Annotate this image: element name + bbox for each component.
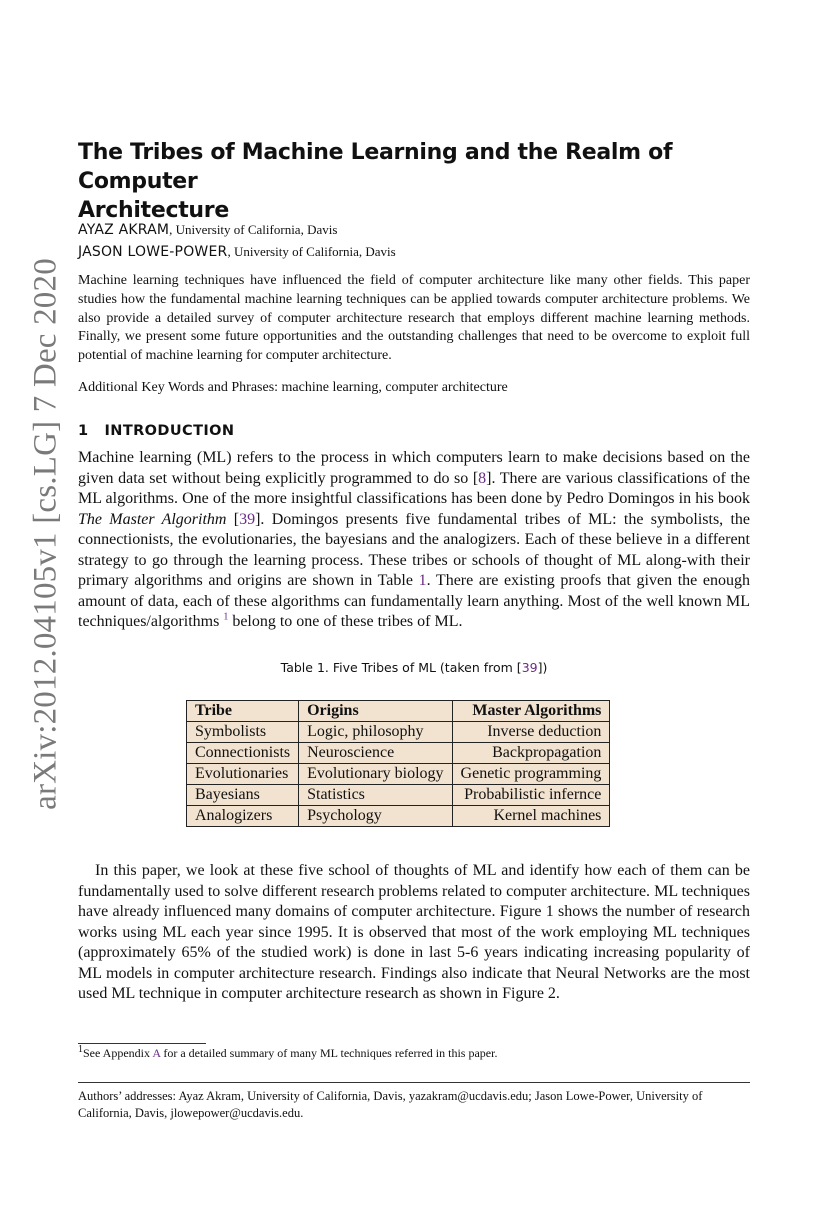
intro-text-2: ]. There are various classifications of the ML algorithms. One of the more insightful classifications has been done by Pedro Domingos in his book bbox=[78, 469, 750, 507]
tribe-cell: Connectionists bbox=[187, 743, 299, 764]
author-2 bbox=[78, 241, 396, 263]
intro-paragraph bbox=[78, 448, 750, 633]
address-divider bbox=[78, 1082, 750, 1083]
tribe-cell: Evolutionaries bbox=[187, 764, 299, 785]
book-title: The Master Algorithm bbox=[78, 510, 227, 528]
tribe-cell: Analogizers bbox=[187, 806, 299, 827]
author-1 bbox=[78, 219, 396, 241]
footnote-text-end: for a detailed summary of many ML techniques referred in this paper. bbox=[160, 1046, 498, 1060]
authors-addresses: Authors’ addresses: Ayaz Akram, University of California, Davis, yazakram@ucdavis.edu; Jason Lowe-Power, University of California, Davis, jlowepower@ucdavis.edu. bbox=[78, 1089, 703, 1120]
section-number: 1 bbox=[78, 423, 89, 439]
origins-cell: Psychology bbox=[299, 806, 452, 827]
abstract: Machine learning techniques have influenced the field of computer architecture like many other fields. This paper studies how the fundamental machine learning techniques can be applied towards computer architecture problems. We also provide a detailed survey of computer architecture research that employs different machine learning methods. Finally, we present some future opportunities and the outstanding challenges that need to be overcome to exploit full potential of machine learning for computer architecture. bbox=[78, 273, 750, 364]
appendix-link[interactable]: A bbox=[152, 1046, 161, 1060]
origins-cell: Neuroscience bbox=[299, 743, 452, 764]
algorithm-cell: Kernel machines bbox=[452, 806, 610, 827]
table-row bbox=[187, 785, 610, 806]
intro-text-3: [ bbox=[226, 510, 240, 528]
tribe-cell: Symbolists bbox=[187, 722, 299, 743]
section-heading bbox=[78, 423, 234, 439]
table-row bbox=[187, 764, 610, 785]
keywords: Additional Key Words and Phrases: machine learning, computer architecture bbox=[78, 380, 508, 395]
table-row bbox=[187, 743, 610, 764]
intro-text-6: belong to one of these tribes of ML. bbox=[228, 613, 463, 630]
algorithm-cell: Genetic programming bbox=[452, 764, 610, 785]
intro-text-5: . There are existing proofs that given the enough amount of data, each of these algorithms can fundamentally learn anything. Most of the well known ML techniques/algorithms bbox=[78, 572, 750, 630]
header-origins: Origins bbox=[299, 701, 452, 722]
author-affiliation: , University of California, Davis bbox=[227, 244, 396, 259]
header-master-algorithms: Master Algorithms bbox=[452, 701, 610, 722]
footnote-link[interactable]: 1 bbox=[223, 611, 229, 623]
citation-link[interactable]: 8 bbox=[478, 469, 487, 487]
author-list bbox=[78, 219, 396, 263]
tribe-cell: Bayesians bbox=[187, 785, 299, 806]
title-line-2: Architecture bbox=[78, 198, 229, 223]
algorithm-cell: Probabilistic infernce bbox=[452, 785, 610, 806]
paper-title bbox=[78, 138, 778, 225]
caption-text-end: ]) bbox=[537, 660, 548, 675]
algorithm-cell: Inverse deduction bbox=[452, 722, 610, 743]
title-line-1: The Tribes of Machine Learning and the Realm of Computer bbox=[78, 140, 673, 194]
author-affiliation: , University of California, Davis bbox=[169, 222, 338, 237]
origins-cell: Statistics bbox=[299, 785, 452, 806]
intro-text-4: ]. Domingos presents five fundamental tribes of ML: the symbolists, the connectionists, the evolutionaries, the bayesians and the analogizers. Each of these believe in a different strategy to go through the learning process. These tribes or schools of thought of ML along-with their primary algorithms and origins are shown in Table bbox=[78, 510, 750, 589]
table-row bbox=[187, 806, 610, 827]
intro-text-1: Machine learning (ML) refers to the process in which computers learn to make decisions based on the given data set without being explicitly programmed to do so [ bbox=[78, 449, 750, 487]
header-tribe: Tribe bbox=[187, 701, 299, 722]
algorithm-cell: Backpropagation bbox=[452, 743, 610, 764]
table-caption bbox=[78, 660, 750, 675]
table-reference-link[interactable]: 1 bbox=[418, 572, 427, 589]
arxiv-identifier: arXiv:2012.04105v1 [cs.LG] 7 Dec 2020 bbox=[27, 258, 64, 810]
origins-cell: Logic, philosophy bbox=[299, 722, 452, 743]
author-name: JASON LOWE-POWER bbox=[78, 244, 228, 260]
footnote-mark: 1 bbox=[78, 1044, 83, 1055]
tribes-table bbox=[186, 700, 610, 827]
table-header-row bbox=[187, 701, 610, 722]
citation-link[interactable]: 39 bbox=[239, 510, 256, 528]
section-title: INTRODUCTION bbox=[104, 423, 235, 439]
footnote-divider bbox=[78, 1043, 206, 1044]
caption-text: Table 1. Five Tribes of ML (taken from [ bbox=[280, 660, 522, 675]
citation-link[interactable]: 39 bbox=[521, 660, 538, 675]
author-name: AYAZ AKRAM bbox=[78, 222, 170, 238]
table-row bbox=[187, 722, 610, 743]
footnote-text: See Appendix bbox=[83, 1046, 153, 1060]
origins-cell: Evolutionary biology bbox=[299, 764, 452, 785]
footnote bbox=[78, 1046, 497, 1061]
second-paragraph: In this paper, we look at these five school of thoughts of ML and identify how each of them can be fundamentally used to solve different research problems related to computer architecture. ML techniques have already influenced many domains of computer architecture. Figure 1 shows the number of research works using ML each year since 1995. It is observed that most of the work employing ML techniques (approximately 65% of the studied work) is done in last 5-6 years indicating increasing popularity of ML models in computer architecture research. Findings also indicate that Neural Networks are the most used ML technique in computer architecture research as shown in Figure 2. bbox=[78, 862, 750, 1002]
